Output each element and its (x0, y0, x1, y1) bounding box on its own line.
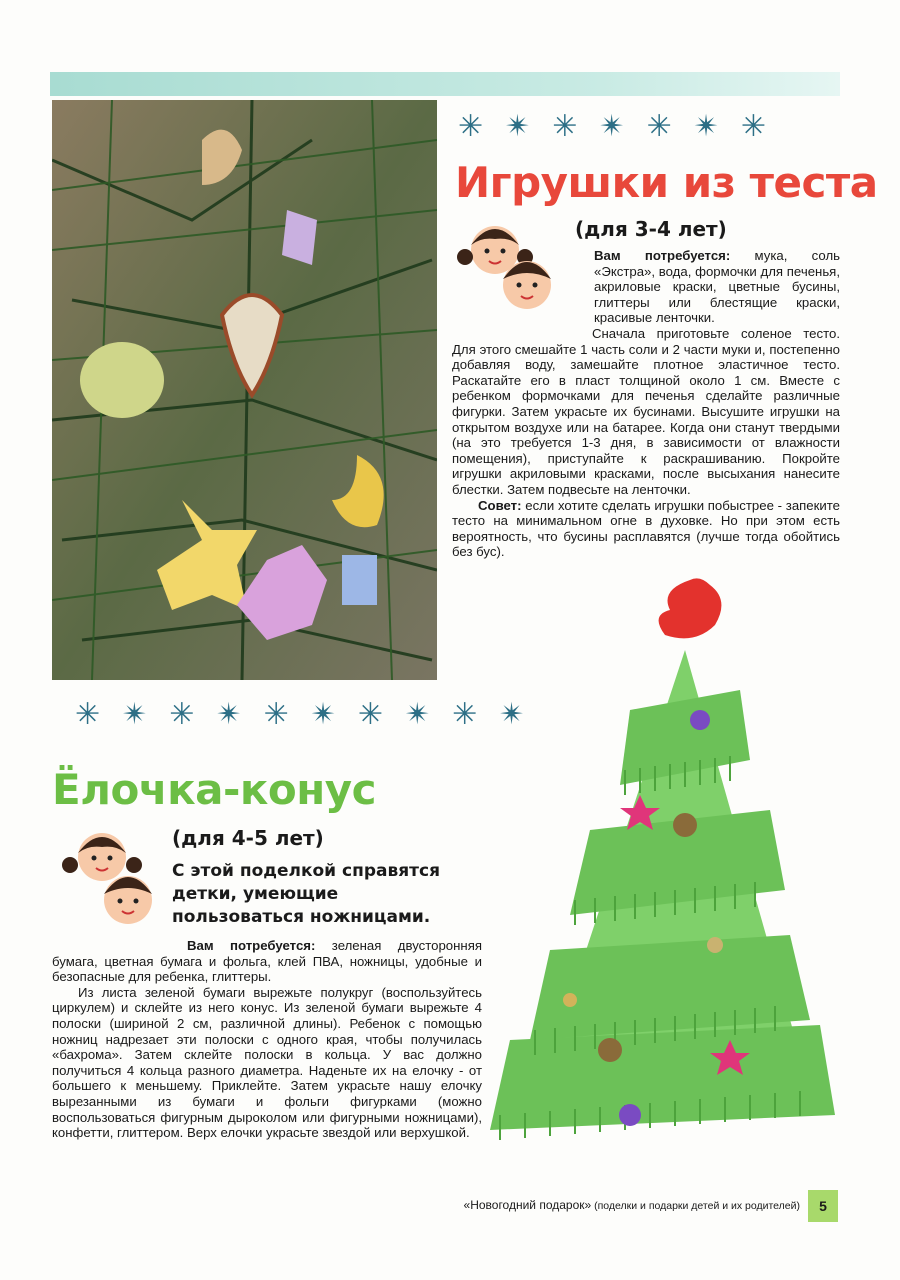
magazine-subtitle: (поделки и подарки детей и их родителей) (591, 1200, 800, 1212)
section1-needs (452, 248, 840, 326)
needs-label: Вам потребуется: (187, 938, 316, 953)
magazine-name: «Новогодний подарок» (463, 1198, 592, 1212)
snowflake-icon: ✴ (122, 697, 148, 732)
section1-tip (452, 498, 840, 560)
snowflake-icon: ✳ (458, 109, 484, 144)
section2-age: (для 4-5 лет) (172, 826, 324, 850)
snowflake-icon: ✴ (693, 109, 719, 144)
needs-text: мука, соль «Экстра», вода, формочки для печенья, акриловые краски, цветные бусины, глиттеры или блестящие краски, красивые ленточки. (594, 248, 841, 326)
header-band (50, 72, 840, 96)
section2-needs (52, 938, 482, 985)
snowflake-icon: ✳ (452, 697, 478, 732)
snowflake-icon: ✴ (216, 697, 242, 732)
ornaments-photo (52, 100, 437, 680)
boy-face-icon (104, 876, 152, 924)
snowflake-icon: ✳ (646, 109, 672, 144)
snowflake-icon: ✴ (499, 697, 525, 732)
snowflake-icon: ✳ (169, 697, 195, 732)
snowflake-icon: ✴ (505, 109, 531, 144)
needs-label: Вам потребуется: (594, 248, 731, 263)
snowflake-icon: ✳ (740, 109, 766, 144)
section2-lead: С этой поделкой справятся детки, умеющие пользоваться ножницами. (172, 861, 440, 927)
girl-face-icon (62, 833, 142, 881)
page-number: 5 (808, 1190, 838, 1222)
snowflake-icon: ✳ (75, 697, 101, 732)
section2-title: Ёлочка-конус (52, 765, 377, 814)
snowflake-icon: ✳ (263, 697, 289, 732)
tip-label: Совет: (478, 497, 522, 513)
snowflake-icon: ✴ (310, 697, 336, 732)
section1-instructions: Сначала приготовьте соленое тесто. Для этого смешайте 1 часть соли и 2 части муки и, постепенно добавляя воду, замешайте плотное эластичное тесто. Раскатайте его в пласт толщиной около 1 см. Вместе с ребенком формочками для печенья сделайте различные фигурки. Затем украсьте их бусинами. Высушите игрушки на открытом воздухе или на батарее. Когда они станут твердыми (на это требуется 1-3 дня, в зависимости от влажности помещения), приступайте к раскрашиванию. Покройте игрушки акриловыми красками, после высыхания нанесите блестки. Затем подвесьте на ленточки. (452, 325, 840, 497)
snowflake-row-top (458, 109, 766, 144)
snowflake-icon: ✳ (552, 109, 578, 144)
section1-age: (для 3-4 лет) (575, 217, 727, 241)
section2-text (52, 938, 482, 1141)
tip-text: если хотите сделать игрушки побыстрее - запеките тесто на минимальном огне в духовке. Но при этом есть вероятность, что бусины расплавятся (лучше тогда обойтись без бус). (452, 497, 840, 560)
needs-text: зеленая двусторонняя бумага, цветная бумага и фольга, клей ПВА, ножницы, удобные и безопасные для ребенка, глиттеры. (52, 938, 482, 985)
kids-faces-icon (52, 825, 167, 930)
footer-caption (430, 1198, 800, 1212)
section2-instructions: Из листа зеленой бумаги вырежьте полукруг (воспользуйтесь циркулем) и склейте из него конус. Из зеленой бумаги вырежьте 4 полоски (шириной 2 см, различной длины). Ребенок с помощью ножниц надрезает эти полоски с одного края, чтобы получилась «бахрома». Затем склейте полоски в кольца. У вас должно получиться 4 кольца разного диаметра. Наденьте их на елочку - от большего к меньшему. Приклейте. Затем украсьте нашу елочку вырезанными из бумаги и фольги фигурками (можно воспользоваться фигурным дыроколом или фигурными ножницами), конфетти, глиттером. Верх елочки украсьте звездой или верхушкой. (52, 984, 482, 1141)
paper-cone-tree-image (450, 570, 840, 1170)
snowflake-icon: ✳ (357, 697, 383, 732)
section1-text (452, 248, 840, 560)
snowflake-icon: ✴ (404, 697, 431, 732)
section1-title: Игрушки из теста (455, 158, 878, 207)
snowflake-icon: ✴ (599, 109, 625, 144)
